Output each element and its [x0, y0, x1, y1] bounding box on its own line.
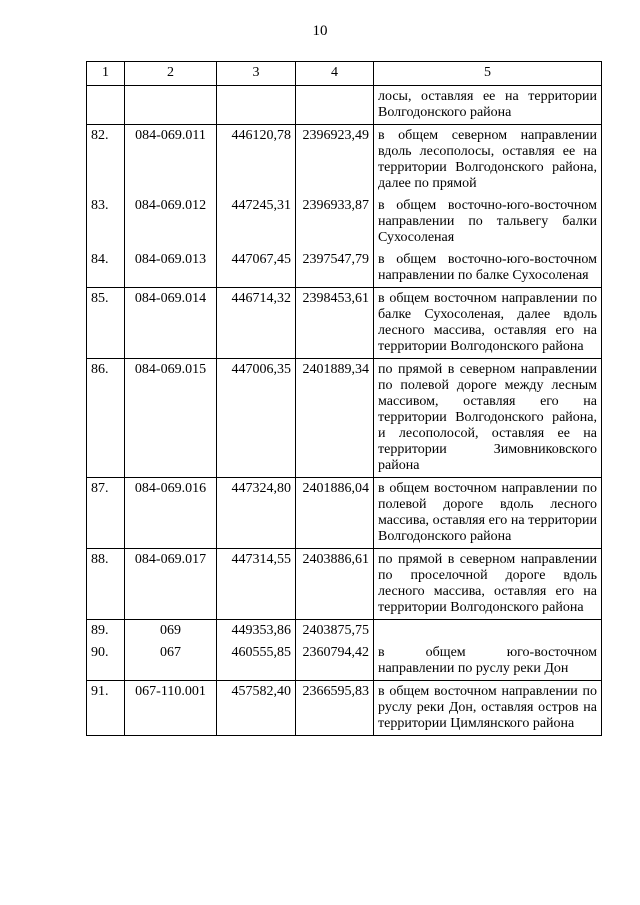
- boundary-table: [86, 61, 602, 736]
- header-col-5: 5: [374, 62, 602, 86]
- table-row: [87, 288, 602, 359]
- coord-y: 2366595,83: [296, 681, 374, 736]
- row-number: 82.: [87, 125, 125, 196]
- point-code: 084-069.011: [125, 125, 217, 196]
- coord-y: 2397547,79: [296, 249, 374, 288]
- boundary-description: в общем юго-восточном направлении по руслу реки Дон: [374, 642, 602, 681]
- table-row: [87, 125, 602, 196]
- point-code: 067: [125, 642, 217, 681]
- row-number: [87, 86, 125, 125]
- row-number: 88.: [87, 549, 125, 620]
- boundary-description: в общем восточно-юго-восточном направлении по балке Сухосоленая: [374, 249, 602, 288]
- table-row: [87, 478, 602, 549]
- boundary-description: [374, 620, 602, 643]
- point-code: 084-069.017: [125, 549, 217, 620]
- coord-y: 2396923,49: [296, 125, 374, 196]
- point-code: 084-069.012: [125, 195, 217, 249]
- table-row: [87, 359, 602, 478]
- table-row: [87, 620, 602, 643]
- row-number: 90.: [87, 642, 125, 681]
- row-number: 89.: [87, 620, 125, 643]
- header-col-3: 3: [217, 62, 296, 86]
- coord-x: 446120,78: [217, 125, 296, 196]
- table-row: [87, 249, 602, 288]
- boundary-description: в общем восточно-юго-восточном направлении по тальвегу балки Сухосоленая: [374, 195, 602, 249]
- point-code: 084-069.014: [125, 288, 217, 359]
- point-code: [125, 86, 217, 125]
- coord-x: 447245,31: [217, 195, 296, 249]
- point-code: 067-110.001: [125, 681, 217, 736]
- boundary-description: в общем северном направлении вдоль лесополосы, оставляя ее на территории Волгодонского района, далее по прямой: [374, 125, 602, 196]
- header-col-4: 4: [296, 62, 374, 86]
- coord-x: 457582,40: [217, 681, 296, 736]
- coord-y: 2398453,61: [296, 288, 374, 359]
- header-col-1: 1: [87, 62, 125, 86]
- coord-y: 2396933,87: [296, 195, 374, 249]
- boundary-description: в общем восточном направлении по полевой дороге вдоль лесного массива, оставляя его на территории Волгодонского района: [374, 478, 602, 549]
- table-header-row: [87, 62, 602, 86]
- boundary-description: в общем восточном направлении по балке Сухосоленая, далее вдоль лесного массива, оставляя его на территории Волгодонского района: [374, 288, 602, 359]
- coord-y: 2360794,42: [296, 642, 374, 681]
- row-number: 83.: [87, 195, 125, 249]
- coord-x: 447006,35: [217, 359, 296, 478]
- boundary-description: в общем восточном направлении по руслу реки Дон, оставляя остров на территории Цимлянского района: [374, 681, 602, 736]
- table-row: [87, 195, 602, 249]
- coord-x: 447067,45: [217, 249, 296, 288]
- row-number: 86.: [87, 359, 125, 478]
- boundary-description: по прямой в северном направлении по полевой дороге между лесным массивом, оставляя его на территории Волгодонского района, и лесополосой, оставляя ее на территории Зимовниковского района: [374, 359, 602, 478]
- row-number: 91.: [87, 681, 125, 736]
- coord-x: 449353,86: [217, 620, 296, 643]
- row-number: 84.: [87, 249, 125, 288]
- table-row: [87, 549, 602, 620]
- page-number: 10: [312, 23, 328, 39]
- boundary-description: лосы, оставляя ее на территории Волгодонского района: [374, 86, 602, 125]
- coord-y: 2401886,04: [296, 478, 374, 549]
- coord-x: [217, 86, 296, 125]
- table-row: [87, 86, 602, 125]
- boundary-description: по прямой в северном направлении по проселочной дороге вдоль лесного массива, оставляя его на территории Волгодонского района: [374, 549, 602, 620]
- point-code: 084-069.016: [125, 478, 217, 549]
- coord-y: 2403886,61: [296, 549, 374, 620]
- header-col-2: 2: [125, 62, 217, 86]
- coord-x: 460555,85: [217, 642, 296, 681]
- coord-y: 2401889,34: [296, 359, 374, 478]
- coord-x: 447324,80: [217, 478, 296, 549]
- row-number: 87.: [87, 478, 125, 549]
- table-row: [87, 642, 602, 681]
- point-code: 084-069.015: [125, 359, 217, 478]
- point-code: 084-069.013: [125, 249, 217, 288]
- coord-x: 446714,32: [217, 288, 296, 359]
- table-row: [87, 681, 602, 736]
- coord-y: [296, 86, 374, 125]
- row-number: 85.: [87, 288, 125, 359]
- coord-x: 447314,55: [217, 549, 296, 620]
- point-code: 069: [125, 620, 217, 643]
- coord-y: 2403875,75: [296, 620, 374, 643]
